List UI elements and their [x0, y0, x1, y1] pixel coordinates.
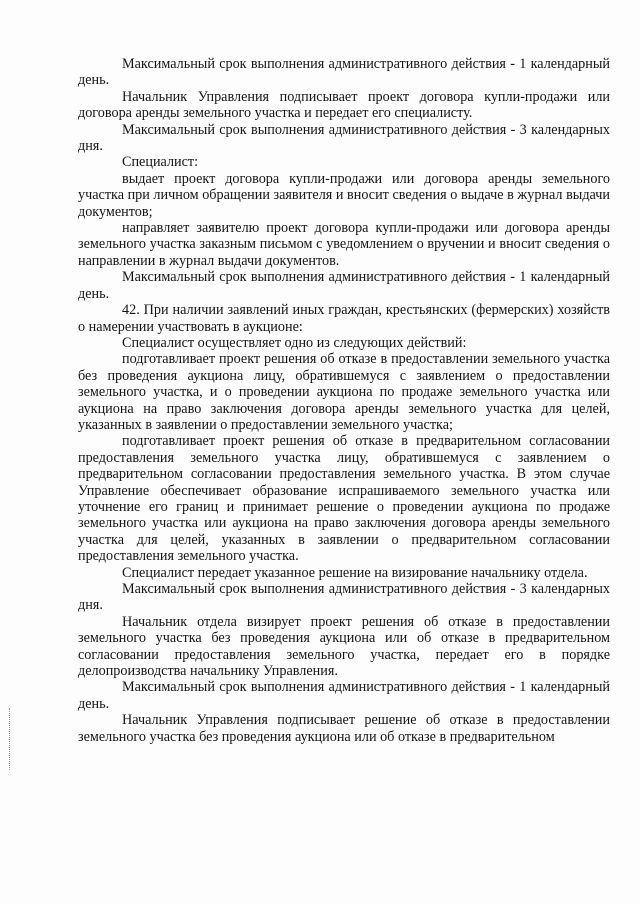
paragraph: подготавливает проект решения об отказе в предварительном согласовании предоставления земельного участка лицу, обратившемуся с заявлением о предварительном согласовании предоставления земельного участка. В этом случае Управление обеспечивает образование испрашиваемого земельного участка или уточнение его границ и принимает решение о проведении аукциона по продаже земельного участка или аукциона на право заключения договора аренды земельного участка для целей, указанных в заявлении о предварительном согласовании предоставления земельного участка.: [78, 433, 610, 565]
paragraph: Начальник отдела визирует проект решения об отказе в предоставлении земельного участка без проведения аукциона или об отказе в предварительном согласовании предоставления земельного участка, передает его в порядке делопроизводства начальнику Управления.: [78, 613, 610, 680]
paragraph: Максимальный срок выполнения административного действия - 3 календарных дня.: [78, 121, 610, 155]
paragraph: Специалист:: [122, 154, 199, 171]
paragraph: направляет заявителю проект договора купли-продажи или договора аренды земельного участка заказным письмом с уведомлением о вручении и вносит сведения о направлении в журнал выдачи документов.: [78, 220, 610, 269]
paragraph: подготавливает проект решения об отказе в предоставлении земельного участка без проведения аукциона лицу, обратившемуся с заявлением о предоставлении земельного участка, и о проведении аукциона по продаже земельного участка или аукциона на право заключения договора аренды земельного участка для целей, указанных в заявлении о предоставлении земельного участка;: [78, 351, 610, 433]
paragraph: Специалист осуществляет одно из следующих действий:: [122, 334, 467, 351]
paragraph: Максимальный срок выполнения административного действия - 1 календарный день.: [78, 56, 610, 89]
paragraph: Максимальный срок выполнения административного действия - 3 календарных дня.: [78, 581, 610, 614]
section-42-paragraph: 42. При наличии заявлений иных граждан, крестьянских (фермерских) хозяйств о намерении участвовать в аукционе:: [78, 302, 610, 335]
paragraph: Начальник Управления подписывает проект договора купли-продажи или договора аренды земельного участка и передает его специалисту.: [78, 88, 610, 122]
paragraph: Максимальный срок выполнения административного действия - 1 календарный день.: [78, 679, 610, 712]
margin-mark: [9, 708, 11, 770]
paragraph: Начальник Управления подписывает решение об отказе в предоставлении земельного участка без проведения аукциона или об отказе в предварительном: [78, 712, 610, 745]
paragraph: выдает проект договора купли-продажи или договора аренды земельного участка при личном обращении заявителя и вносит сведения о выдаче в журнал выдачи документов;: [78, 170, 610, 220]
paragraph: Максимальный срок выполнения административного действия - 1 календарный день.: [78, 269, 610, 302]
paragraph: Специалист передает указанное решение на визирование начальнику отдела.: [122, 564, 588, 581]
document-body: [78, 56, 610, 745]
